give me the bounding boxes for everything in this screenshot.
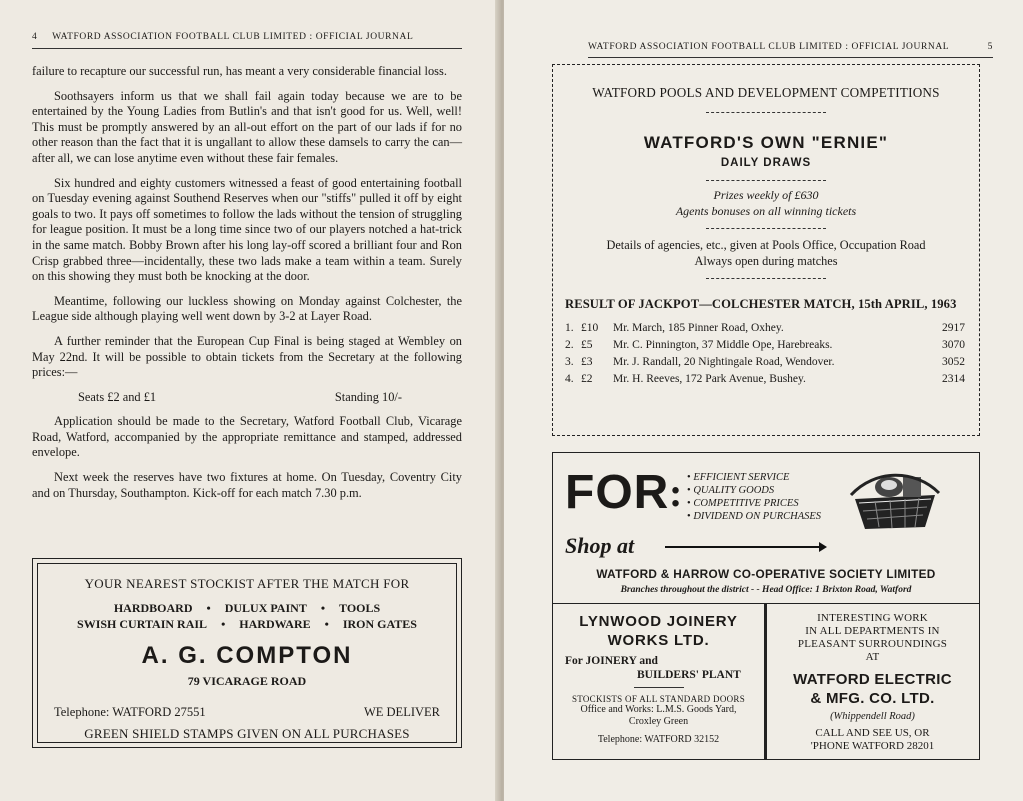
lynwood-telephone: Telephone: WATFORD 32152 [597,734,720,745]
winner-ticket: 2917 [942,322,965,334]
electric-call-line: CALL AND SEE US, OR [815,727,930,739]
left-page [0,0,500,801]
paragraph: Six hundred and eighty customers witnessed a feast of good entertaining football on Tuesday evening against Southend Reserves when our "stiffs" pulled it off by eight goals to two. It pays off sometimes to follow the lads without the tension of struggling for league position. It must be a long time since two of our players notched a hat-trick in the same match. Bobby Brown after his long lay-off scored a brilliant four and Ron Crisp grabbed three—incidentally, these two lads make a team within a team. Surely on this showing they must both be knocking at the door. [32,175,462,284]
compton-stamps: GREEN SHIELD STAMPS GIVEN ON ALL PURCHASES [84,726,410,741]
bullet-dot-icon: • [221,617,226,631]
paragraph: Meantime, following our luckless showing on Monday against Colchester, the League side although playing well went down by 3-2 at Layer Road. [32,293,462,324]
electric-advert [765,604,980,760]
winner-ticket: 2314 [942,373,965,385]
paragraph: Next week the reserves have two fixtures at home. On Tuesday, Coventry City and on Thursday, Southampton. Kick-off for each match 7.30 p.m. [32,470,462,500]
right-running-head-text: WATFORD ASSOCIATION FOOTBALL CLUB LIMITED : OFFICIAL JOURNAL [588,42,950,52]
right-head-rule [588,57,993,58]
electric-company [766,670,979,708]
goods-item: SWISH CURTAIN RAIL [77,617,208,631]
standing-price: Standing 10/- [334,389,402,404]
compton-headline: YOUR NEAREST STOCKIST AFTER THE MATCH FOR [84,576,410,591]
article-body [32,64,462,510]
winner-amount: £5 [581,339,593,351]
electric-call-line: 'PHONE WATFORD 28201 [810,740,935,752]
bullet-dot-icon: • [324,617,329,631]
electric-line: INTERESTING WORK [817,612,928,624]
coop-bullets [687,471,821,523]
lynwood-works [553,704,764,728]
bullet-dot-icon: • [320,601,326,615]
goods-item: HARDWARE [239,617,311,631]
electric-interest [766,612,979,664]
pools-box [552,64,980,436]
paragraph: Soothsayers inform us that we shall fail again today because we are to be entertained by the Young Ladies from Butlin's and that isn't good for us. Well, well! This must be promptly answered by an all-out effort on the part of our lads if for no other reason than the fact that it is ungallant to allow these damsels to carry the can—after all, we can lose anytime even without these fair females. [32,88,462,165]
paragraph: failure to recapture our successful run, has meant a very considerable financial loss. [32,64,447,78]
winner-row [553,337,979,354]
bullet-dot-icon: • [206,601,211,615]
lynwood-name [553,612,764,650]
electric-line: IN ALL DEPARTMENTS IN [805,625,940,637]
compton-name: A. G. COMPTON [141,642,353,669]
dash-divider [706,223,826,229]
winner-amount: £3 [581,356,593,368]
shop-at: Shop at [565,533,635,558]
winner-amount: £2 [581,373,593,385]
goods-item: HARDBOARD [113,601,193,615]
paragraph: A further reminder that the European Cup Final is being staged at Wembley on May 22nd. It will be possible to obtain tickets from the Secretary at the following prices:— [32,333,462,380]
winners-table [553,320,979,388]
compton-deliver: WE DELIVER [363,705,440,719]
winner-row [553,354,979,371]
coop-society-name: WATFORD & HARROW CO-OPERATIVE SOCIETY LIMITED [596,567,936,581]
dash-divider [706,273,826,279]
winner-amount: £10 [581,322,599,334]
electric-company-line: & MFG. CO. LTD. [810,690,935,707]
goods-row [38,616,456,632]
coop-branches: Branches throughout the district - - Head Office: 1 Brixton Road, Watford [620,585,912,595]
paragraph: Application should be made to the Secretary, Watford Football Club, Vicarage Road, Watford, accompanied by the appropriate remittance and stamped, addressed envelope. [32,414,462,460]
goods-item: DULUX PAINT [224,601,307,615]
coop-advert [552,452,980,604]
winner-num: 3. [565,356,574,368]
compton-goods [38,600,456,632]
right-page-number: 5 [987,42,993,52]
coop-bullet: • QUALITY GOODS [687,484,821,497]
left-running-head-text: WATFORD ASSOCIATION FOOTBALL CLUB LIMITED : OFFICIAL JOURNAL [52,32,414,42]
pools-title: WATFORD POOLS AND DEVELOPMENT COMPETITIONS [592,85,940,100]
for-headline: FOR [565,466,670,519]
winner-name: Mr. H. Reeves, 172 Park Avenue, Bushey. [613,373,806,385]
left-running-head [32,32,462,42]
result-title: RESULT OF JACKPOT—COLCHESTER MATCH, 15th APRIL, 1963 [565,297,957,311]
left-page-number: 4 [32,32,38,42]
lynwood-advert [552,604,765,760]
details-text: Details of agencies, etc., given at Pools Office, Occupation Road [606,238,926,252]
winner-row [553,320,979,337]
electric-line: PLEASANT SURROUNDINGS [797,638,948,650]
lynwood-name-line: WORKS LTD. [607,632,710,649]
electric-company-line: WATFORD ELECTRIC [793,671,952,688]
coop-bullet: • EFFICIENT SERVICE [687,471,821,484]
winner-name: Mr. C. Pinnington, 37 Middle Ope, Harebreaks. [613,339,833,351]
coop-bullet: • DIVIDEND ON PURCHASES [687,510,821,523]
goods-row [38,600,456,616]
lynwood-rule [634,687,684,688]
prices-row [32,390,462,406]
compton-advert-inner [37,563,457,743]
winner-row [553,371,979,388]
lynwood-for-joinery: For JOINERY and [565,655,658,667]
arrow-right-icon [665,546,821,548]
dash-divider [706,175,826,181]
winner-name: Mr. J. Randall, 20 Nightingale Road, Wendover. [613,356,835,368]
right-running-head [588,42,993,52]
shopping-basket-icon [845,465,945,533]
lynwood-works-line: Office and Works: L.M.S. Goods Yard, [580,704,737,715]
lynwood-name-line: LYNWOOD JOINERY [579,613,738,630]
colon-mark: : [669,470,683,515]
winner-num: 4. [565,373,574,385]
agents-text: Agents bonuses on all winning tickets [675,204,857,218]
left-head-rule [32,48,462,49]
compton-address: 79 VICARAGE ROAD [187,674,307,688]
electric-call [766,727,979,753]
ernie-title: WATFORD'S OWN "ERNIE" [643,133,889,152]
compton-advert [32,558,462,748]
coop-bullet: • COMPETITIVE PRICES [687,497,821,510]
dash-divider [706,107,826,113]
seats-price: Seats £2 and £1 [78,389,157,404]
winner-num: 1. [565,322,574,334]
right-page [504,0,1023,801]
goods-item: IRON GATES [342,617,417,631]
goods-item: TOOLS [339,601,381,615]
winner-ticket: 3052 [942,356,965,368]
prizes-text: Prizes weekly of £630 [713,188,819,202]
electric-line: AT [865,651,880,663]
daily-draws: DAILY DRAWS [720,157,812,169]
lynwood-works-line: Croxley Green [628,716,689,727]
winner-ticket: 3070 [942,339,965,351]
lynwood-stockists: STOCKISTS OF ALL STANDARD DOORS [571,694,746,704]
winner-num: 2. [565,339,574,351]
advert-divider [765,604,767,760]
electric-road: (Whippendell Road) [830,711,915,722]
open-text: Always open during matches [694,254,838,268]
winner-name: Mr. March, 185 Pinner Road, Oxhey. [613,322,784,334]
compton-phone-row [38,705,456,720]
compton-telephone: Telephone: WATFORD 27551 [54,705,206,719]
lynwood-plant: BUILDERS' PLANT [637,669,741,681]
